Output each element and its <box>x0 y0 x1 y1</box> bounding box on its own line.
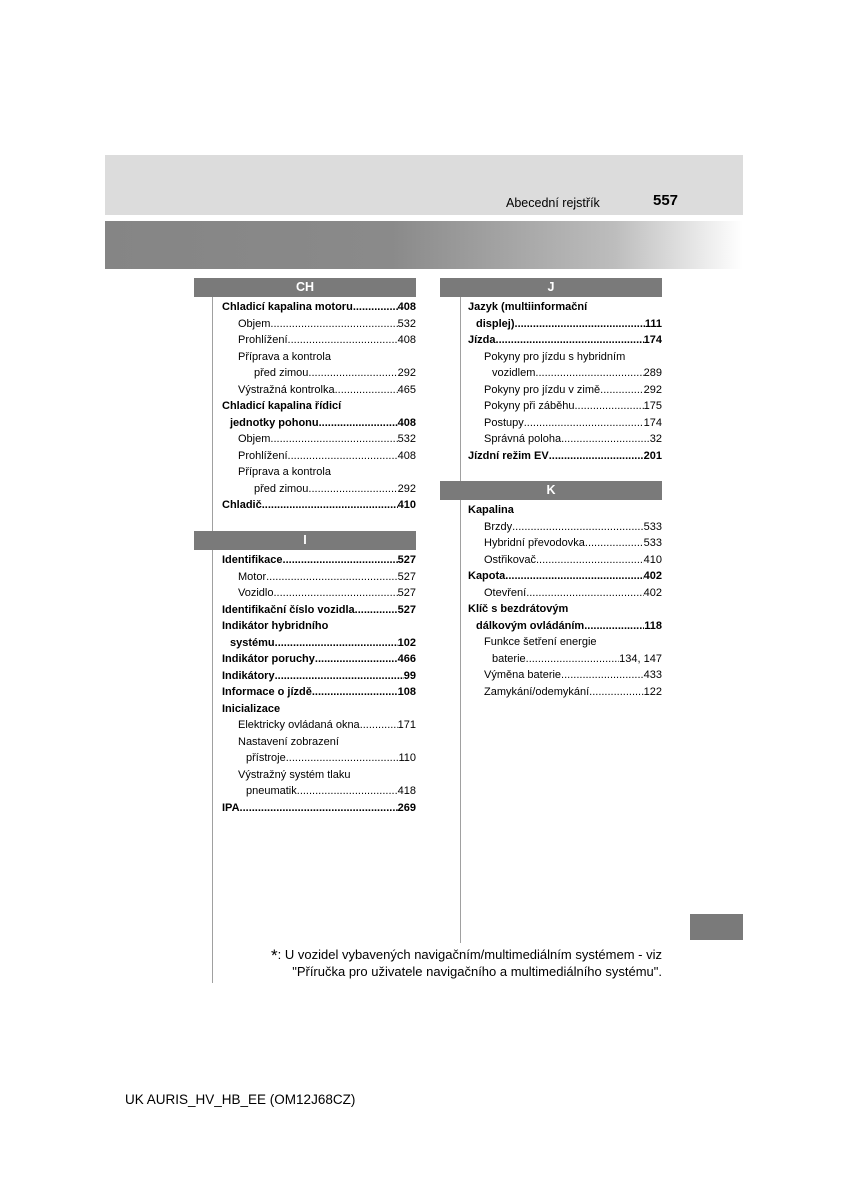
entry-term: Příprava a kontrola <box>238 466 331 478</box>
dot-leader <box>526 651 620 668</box>
index-entry <box>468 535 662 552</box>
index-entry <box>222 497 416 514</box>
section-i <box>194 531 416 816</box>
entry-term: Indikátor hybridního <box>222 620 329 632</box>
index-entry <box>468 519 662 536</box>
entry-term: Správná poloha <box>484 433 562 445</box>
index-entry <box>468 299 662 316</box>
dot-leader <box>312 684 398 701</box>
index-entry <box>222 431 416 448</box>
section-ch <box>194 278 416 514</box>
dot-leader <box>584 618 644 635</box>
entry-page: 269 <box>397 801 416 814</box>
entry-page: 102 <box>397 636 416 649</box>
entry-page: 201 <box>643 449 662 462</box>
entry-page: 408 <box>397 334 416 346</box>
entry-term: přístroje <box>246 752 286 764</box>
entry-page: 174 <box>643 334 662 346</box>
entry-page: 110 <box>398 752 416 764</box>
entry-term: Pokyny pro jízdu v zimě <box>484 383 601 396</box>
entry-term: displej) <box>476 317 515 330</box>
index-entry <box>222 651 416 668</box>
entry-term: Inicializace <box>222 702 281 715</box>
entry-page: 292 <box>397 367 416 379</box>
index-entry <box>468 601 662 618</box>
entry-term: Klíč s bezdrátovým <box>468 603 569 615</box>
dot-leader <box>496 332 644 349</box>
entry-term: Chladicí kapalina řídicí <box>222 400 342 412</box>
index-entry <box>222 585 416 602</box>
index-entry <box>222 316 416 333</box>
entry-page: 174 <box>643 416 662 429</box>
dot-leader <box>561 667 644 684</box>
index-entry <box>222 398 416 415</box>
entry-term: dálkovým ovládáním <box>476 619 585 632</box>
dot-leader <box>360 717 398 734</box>
dot-leader <box>335 382 398 399</box>
entry-page: 533 <box>643 520 662 533</box>
entry-term: Chladič <box>222 499 262 511</box>
footnote <box>250 945 662 980</box>
entry-term: Jízdní režim EV <box>468 449 549 462</box>
header-band <box>105 155 743 215</box>
entry-list <box>222 299 416 514</box>
index-entry <box>222 552 416 569</box>
entry-page: 408 <box>397 449 416 462</box>
index-entry <box>222 734 416 751</box>
dot-leader <box>288 332 398 349</box>
dot-leader <box>536 552 644 569</box>
entry-page: 175 <box>643 400 662 412</box>
dot-leader <box>549 448 644 465</box>
entry-term: Postupy <box>484 416 524 429</box>
dot-leader <box>273 585 397 602</box>
index-entry <box>468 552 662 569</box>
index-entry <box>222 569 416 586</box>
entry-page: 533 <box>643 537 662 549</box>
index-entry <box>222 299 416 316</box>
entry-page: 408 <box>397 416 416 429</box>
dot-leader <box>308 481 397 498</box>
entry-term: Jazyk (multiinformační <box>468 301 588 313</box>
entry-term: Příprava a kontrola <box>238 350 331 363</box>
section-j <box>440 278 662 464</box>
dot-leader <box>524 415 644 432</box>
index-entry <box>468 568 662 585</box>
entry-page: 527 <box>397 603 416 616</box>
dot-leader <box>535 365 643 382</box>
index-entry <box>222 332 416 349</box>
chapter-tab <box>690 914 743 940</box>
entry-term: Motor <box>238 570 267 583</box>
dot-leader <box>526 585 643 602</box>
entry-page: 532 <box>397 433 416 445</box>
index-entry <box>222 349 416 366</box>
entry-term: Elektricky ovládaná okna <box>238 719 360 731</box>
entry-page: 408 <box>397 301 416 313</box>
entry-term: Vozidlo <box>238 587 274 599</box>
page-number: 557 <box>653 192 679 209</box>
entry-term: Zamykání/odemykání <box>484 685 590 698</box>
index-entry <box>222 602 416 619</box>
index-entry <box>222 668 416 685</box>
entry-page: 292 <box>643 383 662 396</box>
entry-term: Výstražný systém tlaku <box>238 768 351 781</box>
entry-page: 171 <box>397 719 416 731</box>
index-entry <box>222 618 416 635</box>
entry-term: Pokyny pro jízdu s hybridním <box>484 350 626 363</box>
entry-term: vozidlem <box>492 367 536 379</box>
index-entry <box>222 382 416 399</box>
entry-term: Objem <box>238 433 271 445</box>
entry-page: 527 <box>397 554 416 566</box>
entry-term: Informace o jízdě <box>222 686 312 698</box>
dot-leader <box>266 569 398 586</box>
index-entry <box>222 800 416 817</box>
entry-list <box>468 502 662 700</box>
entry-term: Ostřikovač <box>484 553 536 566</box>
section-heading-ch: CH <box>194 278 416 297</box>
gradient-band <box>105 221 743 269</box>
entry-term: Indikátor poruchy <box>222 653 315 665</box>
entry-page: 111 <box>644 317 662 330</box>
index-entry <box>468 667 662 684</box>
entry-page: 134, 147 <box>619 652 662 665</box>
entry-term: před zimou <box>254 367 309 379</box>
entry-list <box>222 552 416 816</box>
entry-page: 527 <box>397 587 416 599</box>
index-entry <box>222 783 416 800</box>
dot-leader <box>515 316 645 333</box>
entry-page: 402 <box>643 586 662 599</box>
entry-page: 118 <box>644 619 662 632</box>
entry-page: 410 <box>397 499 416 511</box>
entry-term: IPA <box>222 801 240 814</box>
index-entry <box>468 415 662 432</box>
dot-leader <box>355 602 398 619</box>
entry-term: Pokyny při záběhu <box>484 400 575 412</box>
dot-leader <box>512 519 644 536</box>
dot-leader <box>270 431 397 448</box>
index-entry <box>222 464 416 481</box>
index-entry <box>222 365 416 382</box>
entry-term: Výstražná kontrolka <box>238 383 335 396</box>
index-entry <box>222 635 416 652</box>
dot-leader <box>288 448 398 465</box>
index-entry <box>468 618 662 635</box>
entry-page: 527 <box>397 570 416 583</box>
dot-leader <box>315 651 398 668</box>
index-entry <box>468 349 662 366</box>
entry-term: Identifikace <box>222 554 283 566</box>
entry-term: Jízda <box>468 334 496 346</box>
index-entry <box>222 717 416 734</box>
entry-term: Chladicí kapalina motoru <box>222 301 353 313</box>
entry-page: 433 <box>643 669 662 681</box>
dot-leader <box>600 382 643 399</box>
index-entry <box>468 382 662 399</box>
entry-term: Prohlížení <box>238 334 288 346</box>
entry-term: Prohlížení <box>238 449 288 462</box>
entry-page: 418 <box>397 785 416 797</box>
index-entry <box>468 398 662 415</box>
dot-leader <box>319 415 398 432</box>
index-entry <box>468 365 662 382</box>
index-entry <box>468 634 662 651</box>
entry-term: jednotky pohonu <box>230 416 319 429</box>
entry-term: Výměna baterie <box>484 669 562 681</box>
dot-leader <box>286 750 399 767</box>
index-entry <box>468 448 662 465</box>
footnote-marker: * <box>271 946 278 965</box>
entry-term: Brzdy <box>484 520 513 533</box>
entry-term: baterie <box>492 652 526 665</box>
dot-leader <box>505 568 643 585</box>
entry-list <box>468 299 662 464</box>
index-entry <box>468 431 662 448</box>
entry-page: 532 <box>397 317 416 330</box>
entry-term: Kapalina <box>468 504 514 516</box>
dot-leader <box>585 535 644 552</box>
index-entry <box>222 481 416 498</box>
index-entry <box>222 701 416 718</box>
index-entry <box>468 651 662 668</box>
index-entry <box>468 332 662 349</box>
dot-leader <box>575 398 644 415</box>
section-title: Abecední rejstřík <box>506 196 600 210</box>
footnote-line-1: : U vozidel vybavených navigačním/multimediálním systémem - viz <box>277 947 662 962</box>
entry-page: 410 <box>643 553 662 566</box>
dot-leader <box>297 783 398 800</box>
entry-page: 289 <box>643 367 662 379</box>
dot-leader <box>270 316 397 333</box>
entry-page: 99 <box>403 669 416 682</box>
index-entry <box>468 502 662 519</box>
entry-term: Objem <box>238 317 271 330</box>
section-heading-k: K <box>440 481 662 500</box>
index-entry <box>468 585 662 602</box>
entry-term: pneumatik <box>246 785 297 797</box>
entry-page: 292 <box>397 482 416 495</box>
index-entry <box>222 448 416 465</box>
entry-page: 122 <box>643 685 662 698</box>
dot-leader <box>283 552 398 569</box>
entry-term: Otevření <box>484 586 527 599</box>
entry-term: před zimou <box>254 482 309 495</box>
dot-leader <box>308 365 397 382</box>
entry-term: Funkce šetření energie <box>484 636 597 648</box>
dot-leader <box>353 299 398 316</box>
footnote-line-2: "Příručka pro uživatele navigačního a multimediálního systému". <box>292 964 662 979</box>
section-heading-j: J <box>440 278 662 297</box>
entry-term: Nastavení zobrazení <box>238 735 339 748</box>
section-heading-i: I <box>194 531 416 550</box>
index-entry <box>468 316 662 333</box>
entry-term: Identifikační číslo vozidla <box>222 603 355 616</box>
index-entry <box>222 415 416 432</box>
entry-page: 465 <box>397 383 416 396</box>
dot-leader <box>262 497 398 514</box>
entry-term: Kapota <box>468 570 506 582</box>
entry-page: 402 <box>643 570 662 582</box>
dot-leader <box>589 684 643 701</box>
dot-leader <box>561 431 650 448</box>
entry-page: 108 <box>397 686 416 698</box>
index-entry <box>222 767 416 784</box>
entry-page: 32 <box>649 433 662 445</box>
dot-leader <box>275 668 404 685</box>
index-entry <box>222 684 416 701</box>
entry-term: Indikátory <box>222 669 275 682</box>
section-k <box>440 481 662 700</box>
entry-term: Hybridní převodovka <box>484 537 585 549</box>
dot-leader <box>275 635 398 652</box>
dot-leader <box>240 800 398 817</box>
index-entry <box>468 684 662 701</box>
index-entry <box>222 750 416 767</box>
entry-page: 466 <box>397 653 416 665</box>
document-code: UK AURIS_HV_HB_EE (OM12J68CZ) <box>125 1092 356 1107</box>
entry-term: systému <box>230 636 275 649</box>
